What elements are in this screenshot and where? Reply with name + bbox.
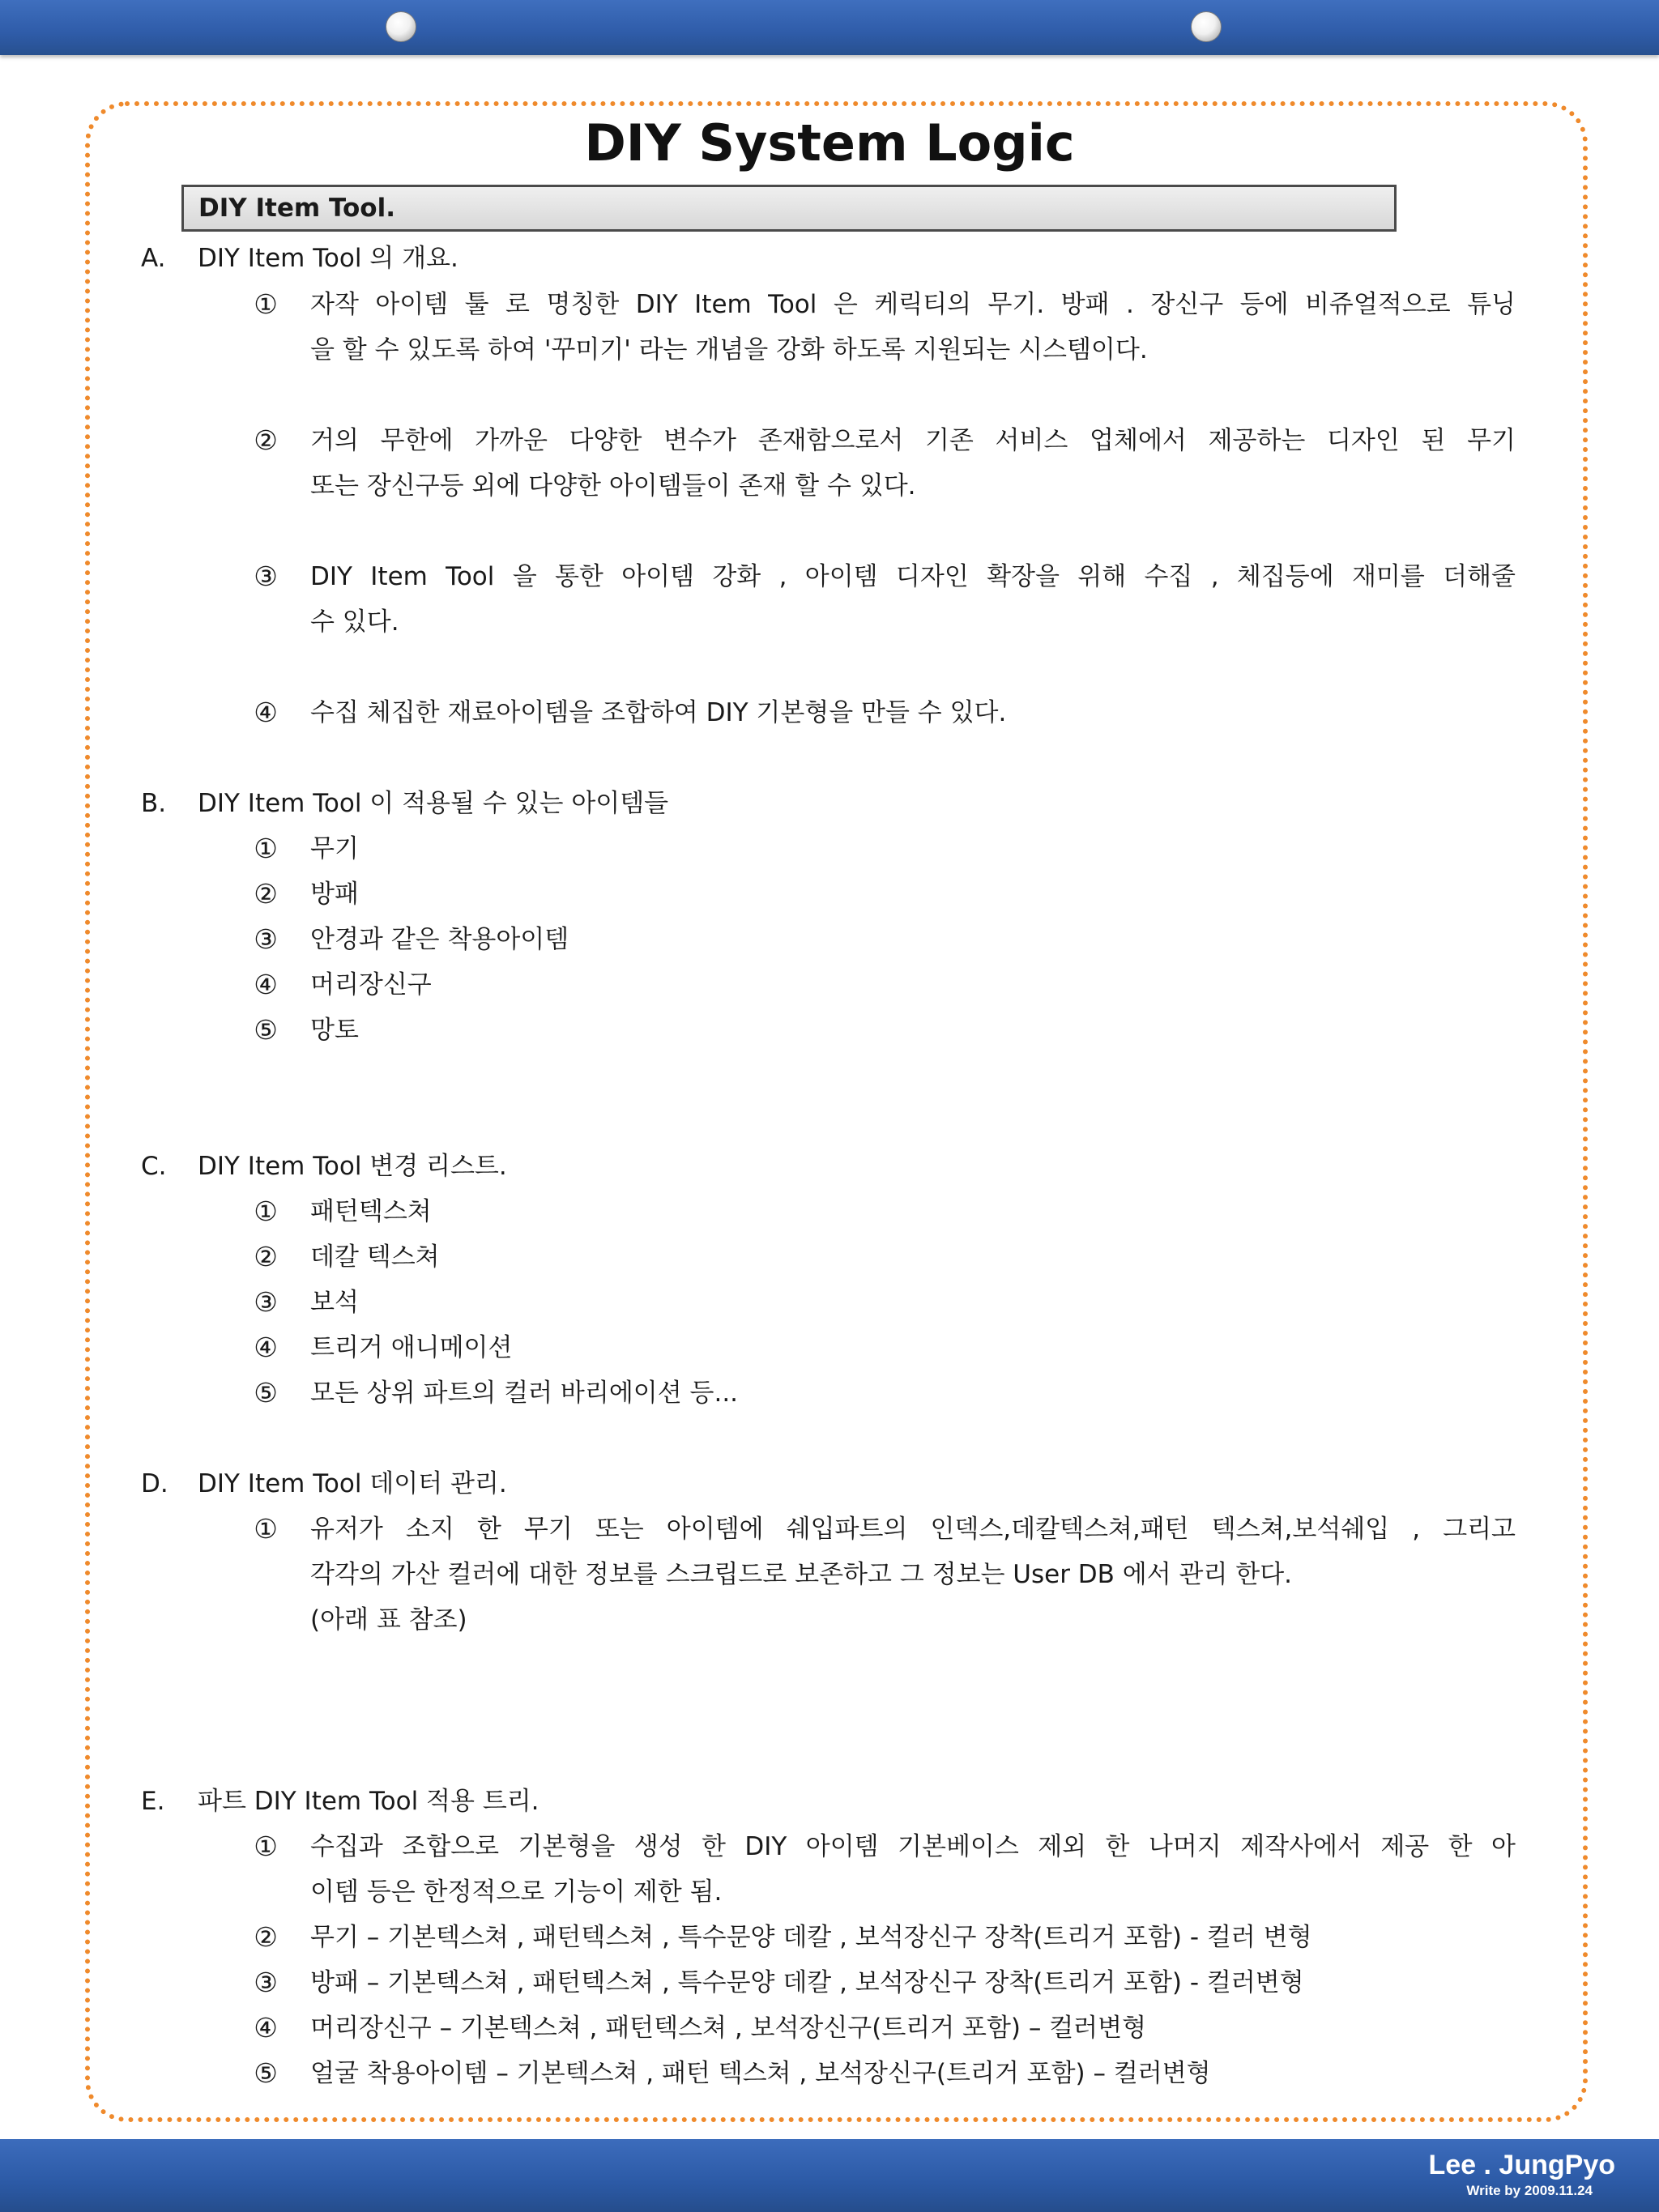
- list-number: ③: [254, 1967, 278, 1998]
- list-item-line: 또는 장신구등 외에 다양한 아이템들이 존재 할 수 있다.: [310, 471, 916, 501]
- list-item-line: 이템 등은 한정적으로 기능이 제한 됨.: [310, 1877, 723, 1907]
- list-item-line: (아래 표 참조): [310, 1605, 467, 1634]
- list-item-line: 을 할 수 있도록 하여 '꾸미기' 라는 개념을 강화 하도록 지원되는 시스템이다.: [310, 335, 1148, 364]
- section-c-title: DIY Item Tool 변경 리스트.: [198, 1152, 507, 1181]
- list-item-line: DIY Item Tool 을 통한 아이템 강화 , 아이템 디자인 확장을 위해 수집 , 체집등에 재미를 더해줄: [310, 562, 1516, 591]
- section-header-box: DIY Item Tool.: [181, 185, 1397, 232]
- page-title: DIY System Logic: [584, 113, 1075, 173]
- list-item-line: 유저가 소지 한 무기 또는 아이템에 쉐입파트의 인덱스,데칼텍스쳐,패턴 텍스쳐,보석쉐입 , 그리고: [310, 1515, 1516, 1544]
- list-number: ⑤: [254, 2057, 278, 2089]
- list-item-line: 수집과 조합으로 기본형을 생성 한 DIY 아이템 기본베이스 제외 한 나머지 제작사에서 제공 한 아: [310, 1832, 1516, 1861]
- list-item-line: 트리거 애니메이션: [310, 1333, 513, 1362]
- list-item-line: 방패 – 기본텍스쳐 , 패턴텍스쳐 , 특수문양 데칼 , 보석장신구 장착(트리거 포함) - 컬러변형: [310, 1968, 1304, 1997]
- list-item-line: 패턴텍스쳐: [310, 1197, 432, 1226]
- list-number: ②: [254, 1921, 278, 1953]
- section-d-title: DIY Item Tool 데이터 관리.: [198, 1469, 507, 1498]
- binder-ring-left: [386, 11, 416, 42]
- list-number: ②: [254, 424, 278, 456]
- list-number: ①: [254, 1196, 278, 1227]
- list-number: ④: [254, 697, 278, 728]
- list-item-line: 수집 체집한 재료아이템을 조합하여 DIY 기본형을 만들 수 있다.: [310, 698, 1007, 727]
- section-b-title: DIY Item Tool 이 적용될 수 있는 아이템들: [198, 789, 669, 818]
- write-date: Write by 2009.11.24: [1466, 2183, 1593, 2198]
- list-number: ⑤: [254, 1014, 278, 1046]
- list-number: ②: [254, 1241, 278, 1272]
- list-item-line: 거의 무한에 가까운 다양한 변수가 존재함으로서 기존 서비스 업체에서 제공하는 디자인 된 무기: [310, 426, 1516, 455]
- list-item-line: 망토: [310, 1016, 359, 1045]
- author-name: Lee . JungPyo: [1428, 2150, 1615, 2180]
- list-number: ④: [254, 2012, 278, 2044]
- list-number: ③: [254, 923, 278, 955]
- list-number: ①: [254, 1513, 278, 1545]
- section-a-letter: A.: [141, 244, 166, 273]
- list-number: ④: [254, 969, 278, 1000]
- top-banner: [0, 0, 1659, 55]
- section-e-letter: E.: [141, 1787, 165, 1816]
- list-number: ③: [254, 1286, 278, 1318]
- list-item-line: 자작 아이템 툴 로 명칭한 DIY Item Tool 은 케릭티의 무기. 방패 . 장신구 등에 비쥬얼적으로 튜닝: [310, 290, 1516, 319]
- list-item-line: 수 있다.: [310, 607, 399, 637]
- section-a-title: DIY Item Tool 의 개요.: [198, 244, 458, 273]
- list-item-line: 데칼 텍스쳐: [310, 1242, 440, 1272]
- list-item-line: 무기: [310, 834, 359, 863]
- section-b-letter: B.: [141, 789, 167, 818]
- list-number: ①: [254, 833, 278, 864]
- list-number: ③: [254, 560, 278, 592]
- list-item-line: 각각의 가산 컬러에 대한 정보를 스크립드로 보존하고 그 정보는 User DB 에서 관리 한다.: [310, 1560, 1293, 1589]
- list-number: ①: [254, 1831, 278, 1862]
- list-item-line: 머리장신구 – 기본텍스쳐 , 패턴텍스쳐 , 보석장신구(트리거 포함) – 컬러변형: [310, 2014, 1147, 2043]
- list-number: ①: [254, 288, 278, 320]
- list-item-line: 안경과 같은 착용아이템: [310, 925, 569, 954]
- list-number: ④: [254, 1332, 278, 1363]
- list-item-line: 무기 – 기본텍스쳐 , 패턴텍스쳐 , 특수문양 데칼 , 보석장신구 장착(트리거 포함) - 컬러 변형: [310, 1923, 1312, 1952]
- list-item-line: 머리장신구: [310, 970, 432, 999]
- list-item-line: 방패: [310, 880, 359, 909]
- binder-ring-right: [1191, 11, 1222, 42]
- list-item-line: 모든 상위 파트의 컬러 바리에이션 등...: [310, 1379, 739, 1408]
- section-d-letter: D.: [141, 1469, 168, 1498]
- list-item-line: 얼굴 착용아이템 – 기본텍스쳐 , 패턴 텍스쳐 , 보석장신구(트리거 포함) – 컬러변형: [310, 2059, 1211, 2088]
- list-number: ②: [254, 878, 278, 910]
- section-c-letter: C.: [141, 1152, 167, 1181]
- list-number: ⑤: [254, 1377, 278, 1409]
- list-item-line: 보석: [310, 1288, 359, 1317]
- section-e-title: 파트 DIY Item Tool 적용 트리.: [198, 1787, 539, 1816]
